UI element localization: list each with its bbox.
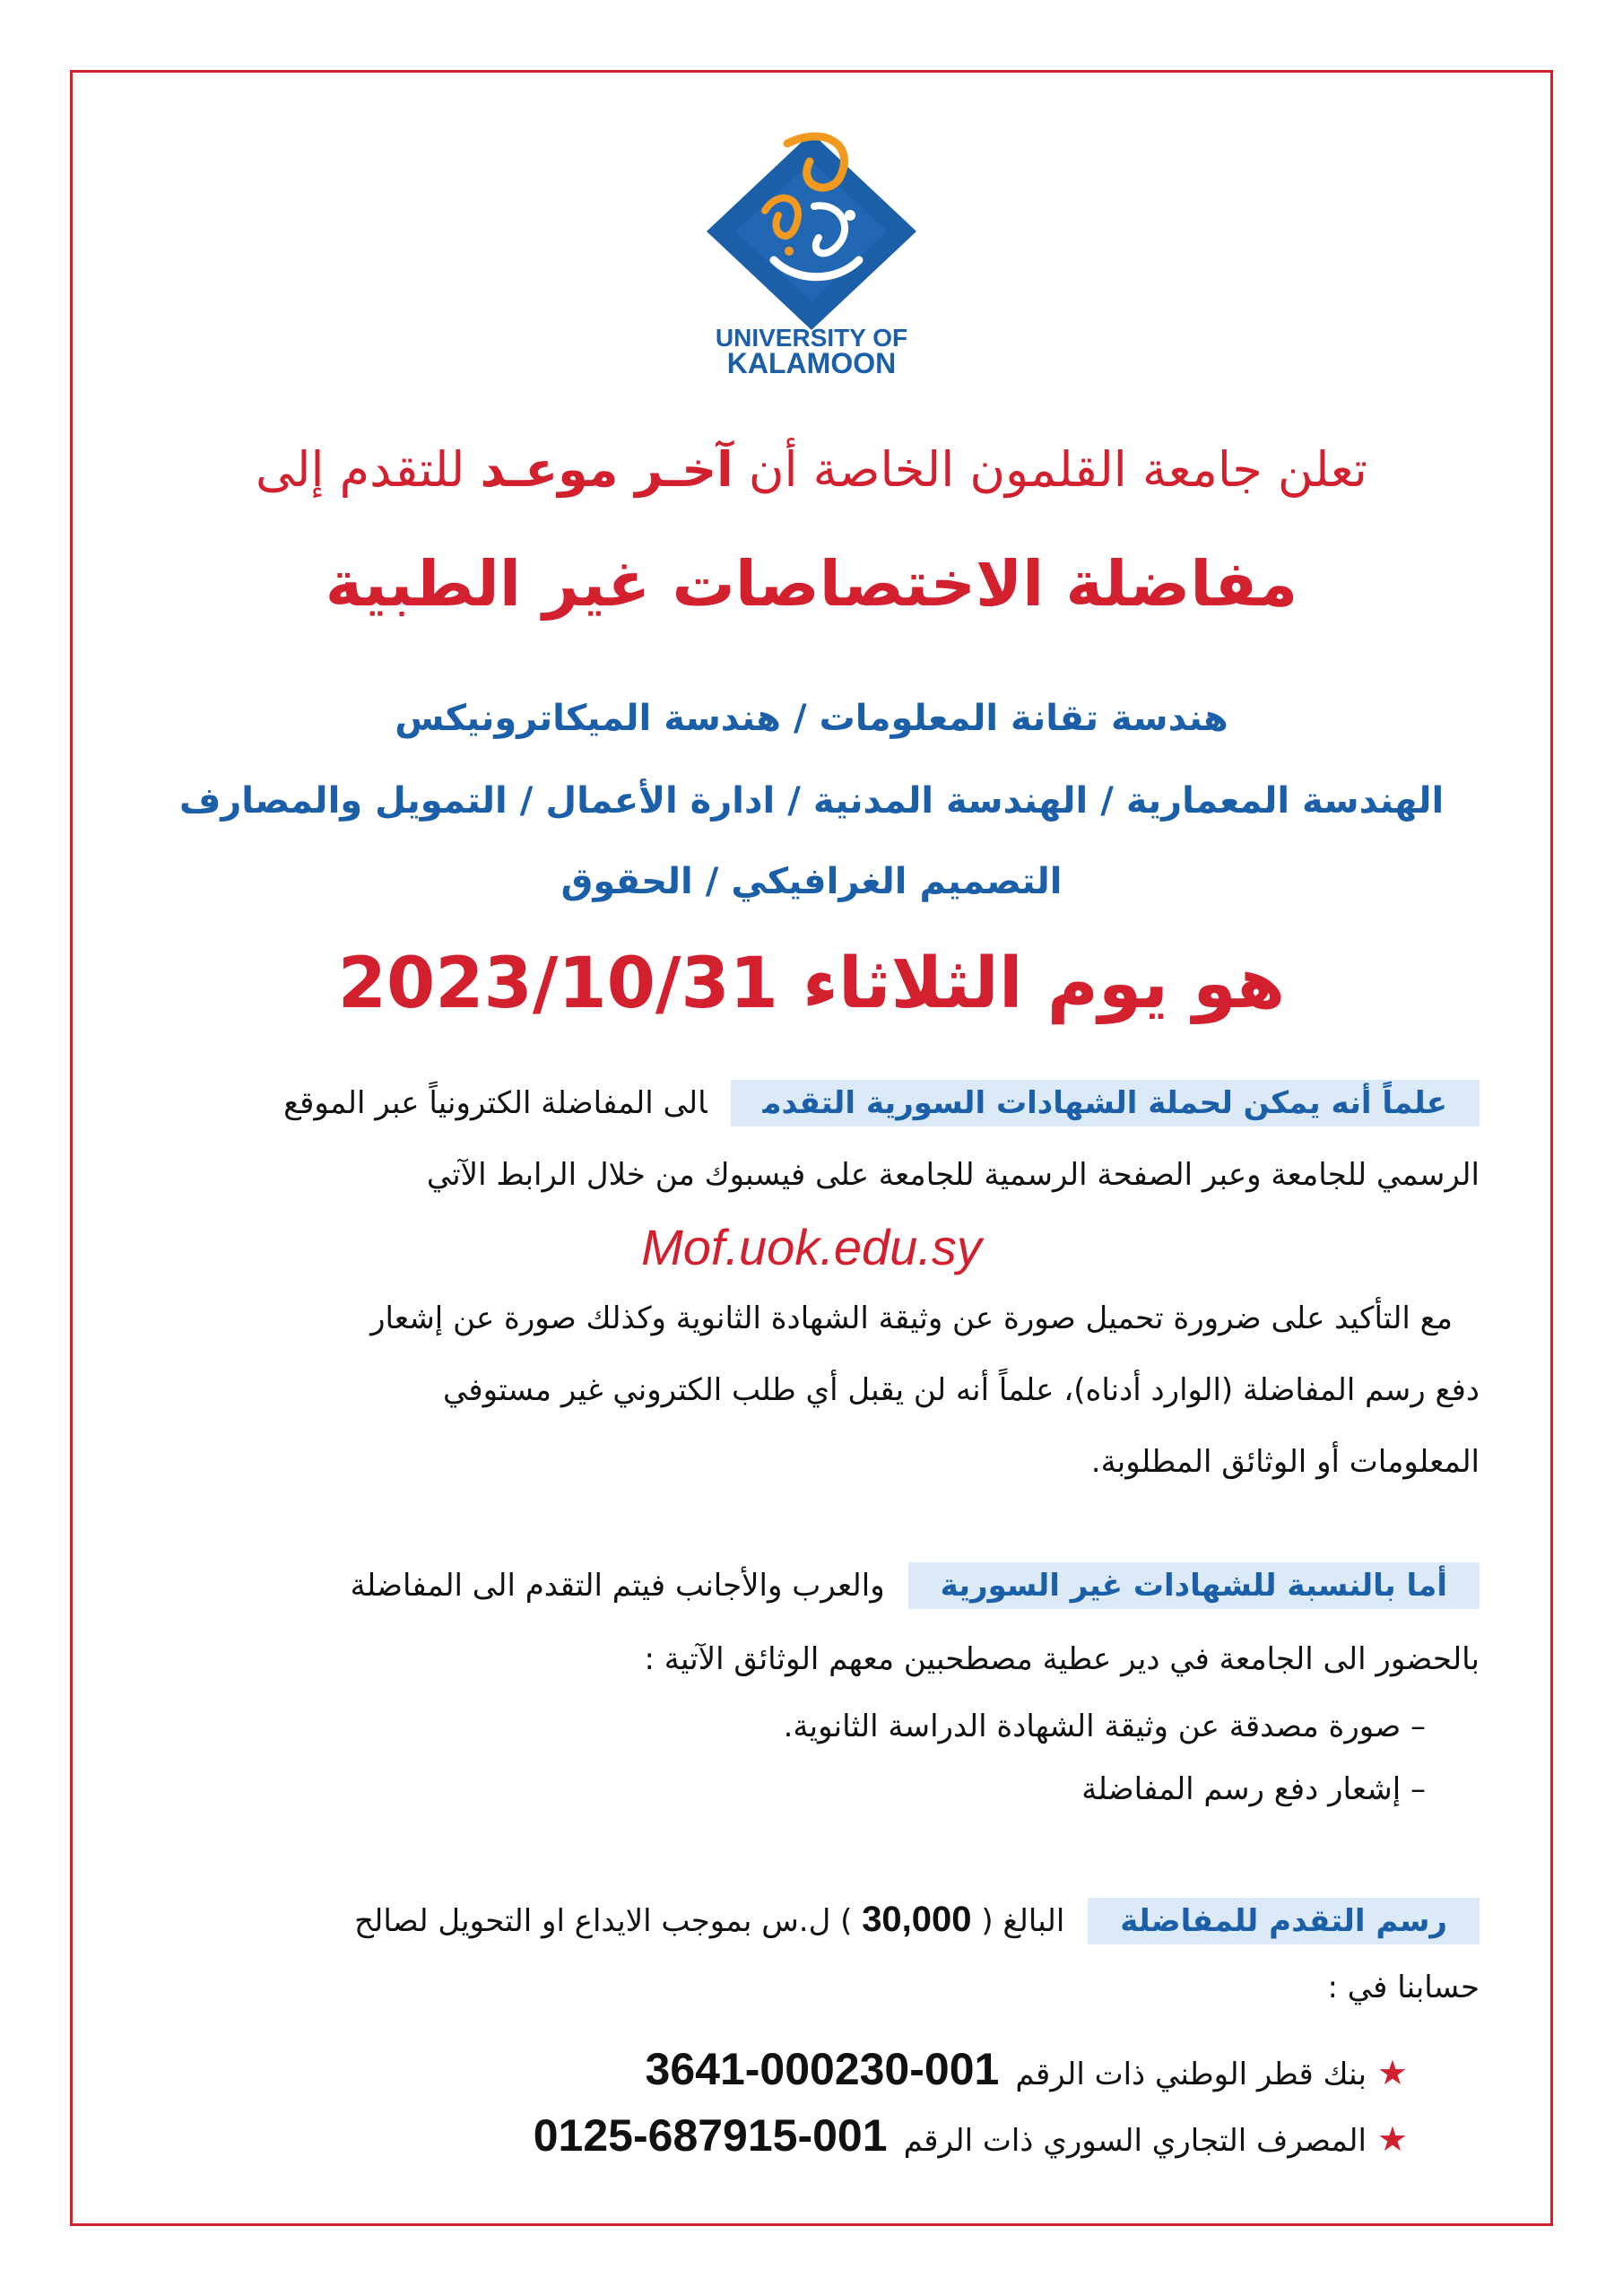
fee-before-amount: البالغ ( bbox=[971, 1903, 1065, 1939]
major-separator: / bbox=[793, 698, 807, 739]
headline-part1: تعلن جامعة القلمون الخاصة أن bbox=[733, 441, 1367, 498]
foreign-line-2: بالحضور الى الجامعة في دير عطية مصطحبين معهم الوثائق الآتية : bbox=[644, 1641, 1480, 1677]
fee-line-2: حسابنا في : bbox=[1327, 1970, 1480, 2005]
syrian-line-1 bbox=[283, 1085, 1480, 1121]
fee-highlight: رسم التقدم للمفاضلة bbox=[1088, 1898, 1480, 1944]
foreign-line-1 bbox=[351, 1568, 1480, 1604]
major-item: الهندسة المدنية bbox=[812, 780, 1089, 822]
majors-row-2 bbox=[126, 780, 1497, 822]
fee-amount: 30,000 bbox=[862, 1900, 972, 1939]
headline-part2: للتقدم إلى bbox=[256, 441, 481, 498]
major-item: ادارة الأعمال bbox=[545, 780, 776, 822]
syrian-line-4: دفع رسم المفاضلة (الوارد أدناه)، علماً أنه لن يقبل أي طلب الكتروني غير مستوفي bbox=[443, 1372, 1480, 1408]
bank-account-number: 0125-687915-001 bbox=[533, 2110, 888, 2161]
application-link[interactable]: Mof.uok.edu.sy bbox=[641, 1219, 982, 1275]
foreign-line1-rest: والعرب والأجانب فيتم التقدم الى المفاضلة bbox=[350, 1568, 885, 1604]
bank-account-row bbox=[534, 2109, 1408, 2161]
bank-label: بنك قطر الوطني ذات الرقم bbox=[1015, 2057, 1367, 2092]
headline-emphasis: آخـر موعـد bbox=[480, 441, 733, 498]
major-item: التصميم الغرافيكي bbox=[731, 861, 1063, 902]
document-list-item: – إشعار دفع رسم المفاضلة bbox=[1081, 1771, 1426, 1807]
major-item: هندسة الميكاترونيكس bbox=[395, 698, 781, 739]
page-title: مفاضلة الاختصاصات غير الطبية bbox=[325, 547, 1298, 621]
syrian-line-2: الرسمي للجامعة وعبر الصفحة الرسمية للجامعة على فيسبوك من خلال الرابط الآتي bbox=[426, 1157, 1480, 1193]
syrian-line-3: مع التأكيد على ضرورة تحميل صورة عن وثيقة الشهادة الثانوية وكذلك صورة عن إشعار bbox=[370, 1300, 1453, 1336]
deadline-date: 2023/10/31 bbox=[337, 944, 778, 1024]
star-bullet-icon: ★ bbox=[1376, 2053, 1408, 2092]
university-logo bbox=[689, 126, 934, 377]
document-list-item: – صورة مصدقة عن وثيقة الشهادة الدراسة الثانوية. bbox=[783, 1709, 1426, 1744]
bank-label: المصرف التجاري السوري ذات الرقم bbox=[903, 2123, 1367, 2159]
bank-account-row bbox=[646, 2043, 1408, 2095]
major-separator: / bbox=[519, 780, 534, 822]
major-separator: / bbox=[705, 861, 719, 902]
majors-row-3 bbox=[341, 861, 1282, 902]
foreign-highlight: أما بالنسبة للشهادات غير السورية bbox=[908, 1562, 1480, 1609]
bank-account-number: 3641-000230-001 bbox=[645, 2044, 1000, 2094]
major-separator: / bbox=[787, 780, 801, 822]
syrian-highlight: علماً أنه يمكن لحملة الشهادات السورية التقدم bbox=[731, 1080, 1480, 1126]
deadline bbox=[108, 944, 1515, 1024]
logo-text-line2: KALAMOON bbox=[726, 347, 897, 377]
syrian-line-5: المعلومات أو الوثائق المطلوبة. bbox=[1090, 1444, 1480, 1480]
major-item: الهندسة المعمارية bbox=[1125, 780, 1445, 822]
major-item: الحقوق bbox=[560, 861, 693, 902]
deadline-text: هو يوم الثلاثاء bbox=[777, 944, 1286, 1024]
fee-line-1 bbox=[354, 1900, 1480, 1940]
major-item: هندسة تقانة المعلومات bbox=[819, 698, 1228, 739]
major-item: التمويل والمصارف bbox=[178, 780, 508, 822]
major-separator: / bbox=[1100, 780, 1114, 822]
star-bullet-icon: ★ bbox=[1376, 2119, 1408, 2159]
announcement-headline bbox=[108, 441, 1515, 498]
majors-row-1 bbox=[341, 698, 1282, 739]
syrian-line1-rest: الى المفاضلة الكترونياً عبر الموقع bbox=[283, 1085, 707, 1121]
fee-after-amount: ) ل.س بموجب الايداع او التحويل لصالح bbox=[354, 1903, 863, 1939]
logo-text-line1: UNIVERSITY OF bbox=[715, 324, 908, 352]
